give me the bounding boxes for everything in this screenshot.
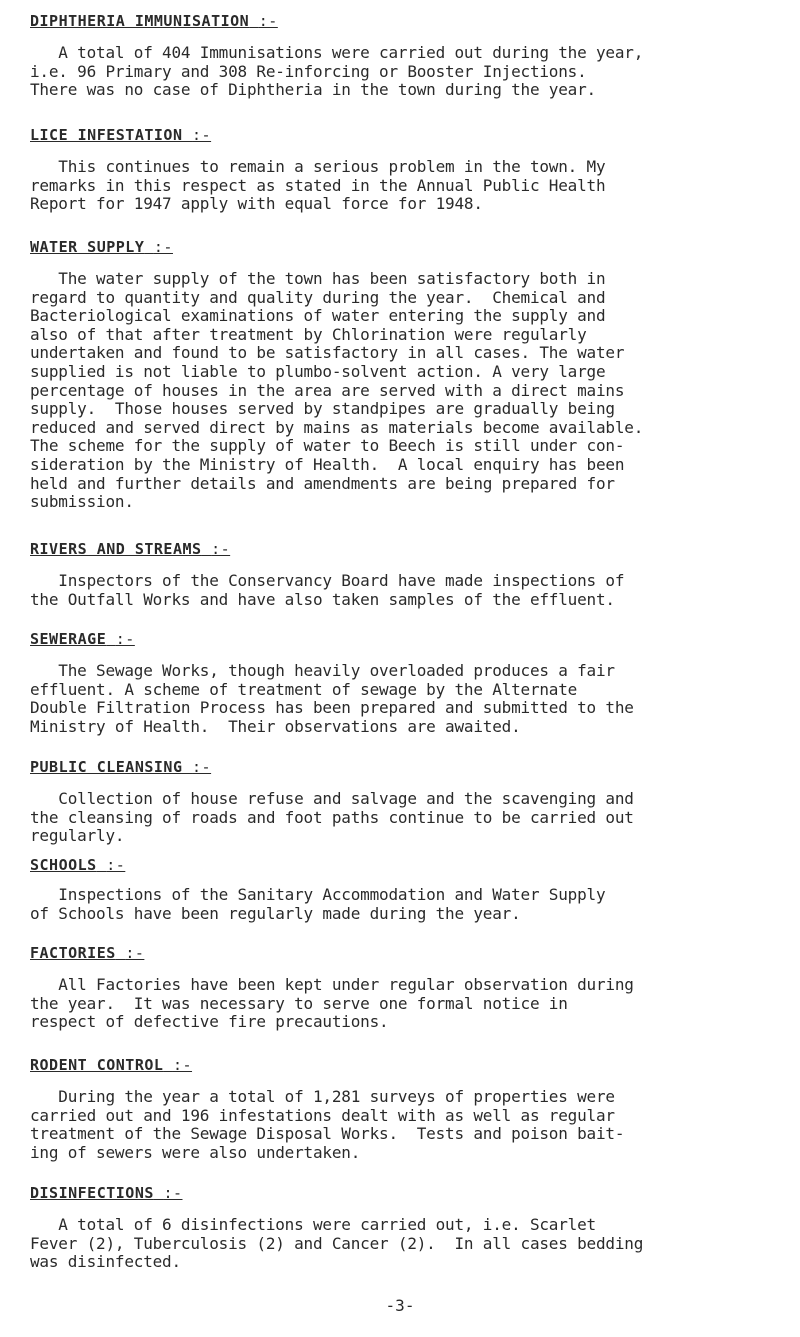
section-heading: DIPHTHERIA IMMUNISATION :- [30,12,278,30]
section-heading: DISINFECTIONS :- [30,1184,183,1202]
section-heading: RODENT CONTROL :- [30,1056,193,1074]
section-heading: SEWERAGE :- [30,630,135,648]
section-paragraph: The water supply of the town has been satisfactory both in regard to quantity and quality during the year. Chemical and Bacteriological examinations of water entering the supply and also of that after treatment by Chlorination were regularly undertaken and found to be satisfactory in all cases. The water supplied is not liable to plumbo-solvent action. A very large percentage of houses in the area are served with a direct mains supply. Those houses served by standpipes are gradually being reduced and served direct by mains as materials become available. The scheme for the supply of water to Beech is still under con- sideration by the Ministry of Health. A local enquiry has been held and further details and amendments are being prepared for submission. [30,269,644,512]
section-paragraph: This continues to remain a serious problem in the town. My remarks in this respect as stated in the Annual Public Health Report for 1947 apply with equal force for 1948. [30,157,606,214]
page-number: -3- [385,1296,415,1315]
section-heading: RIVERS AND STREAMS :- [30,540,231,558]
section-paragraph: All Factories have been kept under regular observation during the year. It was necessary to serve one formal notice in respect of defective fire precautions. [30,975,634,1032]
section-paragraph: A total of 404 Immunisations were carried out during the year, i.e. 96 Primary and 308 Re-inforcing or Booster Injections. There was no case of Diphtheria in the town during the year. [30,43,644,100]
section-paragraph: The Sewage Works, though heavily overloaded produces a fair effluent. A scheme of treatment of sewage by the Alternate Double Filtration Process has been prepared and submitted to the Ministry of Health. Their observations are awaited. [30,661,634,736]
section-heading: LICE INFESTATION :- [30,126,212,144]
section-heading: SCHOOLS :- [30,856,126,874]
section-heading: WATER SUPPLY :- [30,238,173,256]
section-paragraph: During the year a total of 1,281 surveys of properties were carried out and 196 infestations dealt with as well as regular treatment of the Sewage Disposal Works. Tests and poison bait- ing of sewers were also undertaken. [30,1087,625,1162]
section-paragraph: Collection of house refuse and salvage and the scavenging and the cleansing of roads and foot paths continue to be carried out regularly. [30,789,634,846]
section-paragraph: Inspections of the Sanitary Accommodation and Water Supply of Schools have been regularly made during the year. [30,885,606,923]
section-paragraph: Inspectors of the Conservancy Board have made inspections of the Outfall Works and have also taken samples of the effluent. [30,571,625,609]
section-heading: PUBLIC CLEANSING :- [30,758,212,776]
section-paragraph: A total of 6 disinfections were carried out, i.e. Scarlet Fever (2), Tuberculosis (2) and Cancer (2). In all cases bedding was disinfected. [30,1215,644,1272]
section-heading: FACTORIES :- [30,944,145,962]
